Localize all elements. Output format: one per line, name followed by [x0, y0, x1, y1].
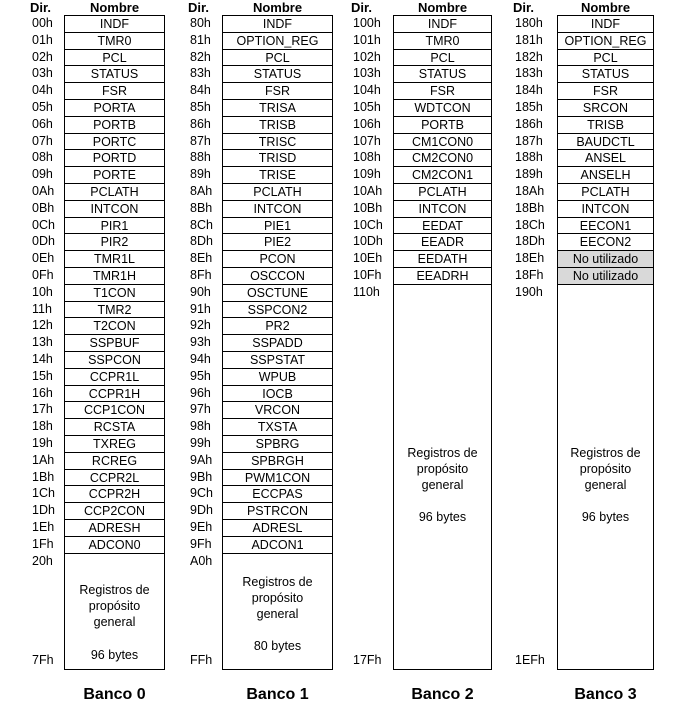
- register-address: 95h: [190, 368, 211, 383]
- register-address: 83h: [190, 66, 211, 81]
- register-cell: OPTION_REG: [558, 33, 653, 50]
- register-address: 186h: [515, 116, 543, 131]
- register-address: 105h: [353, 100, 381, 114]
- register-address: 18Fh: [515, 268, 544, 282]
- register-cell: EEADR: [394, 234, 491, 251]
- register-address: 8Fh: [190, 268, 212, 282]
- register-address: 0Bh: [32, 200, 55, 215]
- register-cell: TXSTA: [223, 419, 332, 436]
- register-address: 82h: [190, 49, 211, 64]
- register-address: 04h: [32, 83, 53, 98]
- register-cell: PORTB: [65, 117, 164, 134]
- register-address: 187h: [515, 133, 543, 148]
- register-cell: T2CON: [65, 318, 164, 335]
- register-cell: FSR: [65, 83, 164, 100]
- register-cell: TXREG: [65, 436, 164, 453]
- nombre-header: Nombre: [252, 0, 303, 15]
- register-cell: PWM1CON: [223, 470, 332, 487]
- bank-1-register-table: [222, 15, 333, 670]
- register-cell: EEDAT: [394, 218, 491, 235]
- register-cell: CM1CON0: [394, 134, 491, 151]
- register-address: 107h: [353, 133, 381, 148]
- register-address: 88h: [190, 150, 211, 165]
- register-address: 14h: [32, 352, 53, 366]
- register-cell: PIE1: [223, 218, 332, 235]
- gp-label-line: Registros de: [570, 446, 641, 460]
- register-cell: TMR0: [394, 33, 491, 50]
- register-address: 9Bh: [190, 469, 213, 484]
- bank-title: Banco 2: [411, 686, 474, 703]
- register-address: 10Fh: [353, 268, 382, 282]
- gp-end-address: 17Fh: [353, 653, 382, 667]
- gp-start-address: 190h: [515, 284, 543, 299]
- gp-label-line: Registros de: [407, 446, 478, 460]
- register-cell: EECON2: [558, 234, 653, 251]
- bank-title: Banco 3: [574, 686, 637, 703]
- register-cell: TMR0: [65, 33, 164, 50]
- register-address: 8Dh: [190, 234, 213, 249]
- gp-end-address: FFh: [190, 653, 213, 667]
- register-cell: WPUB: [223, 369, 332, 386]
- register-cell: SSPBUF: [65, 335, 164, 352]
- bank-2-register-table: [393, 15, 492, 670]
- register-cell: ANSEL: [558, 150, 653, 167]
- register-cell: PCL: [223, 50, 332, 67]
- nombre-header: Nombre: [89, 0, 140, 15]
- register-address: 9Ah: [190, 452, 213, 467]
- register-address: 18Ah: [515, 184, 545, 198]
- register-address: 90h: [190, 284, 211, 299]
- register-cell: SPBRG: [223, 436, 332, 453]
- register-cell: SSPSTAT: [223, 352, 332, 369]
- register-cell: CCPR1H: [65, 386, 164, 403]
- register-cell: TRISB: [558, 117, 653, 134]
- register-cell: PCLATH: [558, 184, 653, 201]
- register-cell: VRCON: [223, 402, 332, 419]
- register-address: 9Ch: [190, 486, 213, 501]
- register-address: 10Dh: [353, 234, 383, 249]
- gp-label-line: propósito: [579, 462, 632, 476]
- gp-label-line: propósito: [416, 462, 469, 476]
- register-address: 189h: [515, 167, 543, 182]
- register-cell: OSCTUNE: [223, 285, 332, 302]
- register-address: 0Ch: [32, 217, 55, 232]
- register-cell: PORTC: [65, 134, 164, 151]
- register-cell: T1CON: [65, 285, 164, 302]
- dir-header: Dir.: [513, 0, 534, 15]
- register-cell: EEDATH: [394, 251, 491, 268]
- register-address: 18h: [32, 419, 53, 434]
- bank-3-register-table: [557, 15, 654, 670]
- register-cell: TRISD: [223, 150, 332, 167]
- nombre-header: Nombre: [417, 0, 468, 15]
- register-cell: No utilizado: [558, 251, 653, 268]
- gp-end-address: 7Fh: [32, 653, 54, 667]
- register-cell: No utilizado: [558, 268, 653, 285]
- register-address: 15h: [32, 368, 53, 383]
- register-cell: SSPCON2: [223, 302, 332, 319]
- register-address: 9Eh: [190, 520, 213, 534]
- gp-start-address: 20h: [32, 553, 53, 568]
- register-address: 10Eh: [353, 251, 383, 266]
- register-cell: SSPADD: [223, 335, 332, 352]
- register-address: 10h: [32, 284, 53, 299]
- register-address: 102h: [353, 49, 381, 64]
- gp-start-address: 110h: [353, 284, 380, 299]
- register-address: 1Fh: [32, 536, 54, 551]
- register-cell: TMR1H: [65, 268, 164, 285]
- register-address: 99h: [190, 436, 211, 450]
- register-cell: INTCON: [394, 201, 491, 218]
- register-address: 16h: [32, 385, 53, 400]
- register-cell: INDF: [223, 16, 332, 33]
- register-cell: CCPR1L: [65, 369, 164, 386]
- register-cell: CM2CON1: [394, 167, 491, 184]
- register-address: 1Ch: [32, 486, 55, 501]
- register-cell: STATUS: [558, 66, 653, 83]
- register-address: 01h: [32, 32, 53, 47]
- gp-bytes-label: 96 bytes: [90, 648, 139, 662]
- register-address: 13h: [32, 335, 53, 350]
- register-cell: INDF: [65, 16, 164, 33]
- register-address: 86h: [190, 116, 211, 131]
- register-address: 1Dh: [32, 503, 55, 518]
- register-address: 109h: [353, 167, 381, 182]
- register-cell: PSTRCON: [223, 503, 332, 520]
- register-address: 183h: [515, 66, 543, 81]
- register-cell: CCP1CON: [65, 402, 164, 419]
- gp-start-address: A0h: [190, 553, 213, 568]
- register-address: 93h: [190, 335, 211, 350]
- register-address: 97h: [190, 402, 211, 417]
- register-address: 185h: [515, 100, 543, 114]
- register-cell: PIR2: [65, 234, 164, 251]
- register-address: 00h: [32, 16, 53, 30]
- register-cell: PCLATH: [65, 184, 164, 201]
- register-cell: STATUS: [65, 66, 164, 83]
- register-cell: RCSTA: [65, 419, 164, 436]
- bank-0-register-table: [64, 15, 165, 670]
- register-cell: TMR2: [65, 302, 164, 319]
- register-address: 08h: [32, 150, 53, 165]
- register-cell: FSR: [223, 83, 332, 100]
- register-cell: PORTA: [65, 100, 164, 117]
- register-address: 1Ah: [32, 452, 55, 467]
- register-cell: OSCCON: [223, 268, 332, 285]
- gp-bytes-label: 96 bytes: [418, 510, 467, 524]
- register-cell: CCPR2H: [65, 486, 164, 503]
- register-cell: PCL: [394, 50, 491, 67]
- register-address: 106h: [353, 116, 381, 131]
- register-cell: SSPCON: [65, 352, 164, 369]
- register-cell: BAUDCTL: [558, 134, 653, 151]
- register-address: 8Ah: [190, 184, 213, 198]
- register-cell: ANSELH: [558, 167, 653, 184]
- register-address: 9Dh: [190, 503, 213, 518]
- register-address: 02h: [32, 49, 53, 64]
- gp-label-line: Registros de: [242, 575, 313, 589]
- register-address: 188h: [515, 150, 543, 165]
- register-cell: PORTE: [65, 167, 164, 184]
- register-address: 1Eh: [32, 520, 55, 534]
- bank-title: Banco 1: [246, 686, 309, 703]
- register-address: 108h: [353, 150, 381, 165]
- register-address: 100h: [353, 16, 381, 30]
- register-cell: EECON1: [558, 218, 653, 235]
- register-cell: INTCON: [65, 201, 164, 218]
- register-cell: PCL: [558, 50, 653, 67]
- register-cell: OPTION_REG: [223, 33, 332, 50]
- register-address: 94h: [190, 352, 211, 366]
- register-cell: PCL: [65, 50, 164, 67]
- register-address: 103h: [353, 66, 381, 81]
- register-address: 98h: [190, 419, 211, 434]
- register-cell: PIR1: [65, 218, 164, 235]
- gp-label-line: Registros de: [79, 583, 150, 597]
- register-address: 8Ch: [190, 217, 213, 232]
- gp-bytes-label: 96 bytes: [581, 510, 630, 524]
- register-address: 19h: [32, 436, 53, 450]
- register-address: 104h: [353, 83, 381, 98]
- register-cell: STATUS: [223, 66, 332, 83]
- register-cell: TRISB: [223, 117, 332, 134]
- gp-label-line: general: [421, 478, 464, 492]
- register-address: 09h: [32, 167, 53, 182]
- register-address: 181h: [515, 32, 543, 47]
- register-address: 11h: [32, 301, 52, 316]
- register-cell: RCREG: [65, 453, 164, 470]
- register-cell: TRISA: [223, 100, 332, 117]
- register-address: 0Dh: [32, 234, 55, 249]
- register-cell: FSR: [558, 83, 653, 100]
- register-cell: PR2: [223, 318, 332, 335]
- register-cell: CCPR2L: [65, 470, 164, 487]
- register-cell: INTCON: [223, 201, 332, 218]
- register-address: 0Eh: [32, 251, 55, 266]
- register-cell: IOCB: [223, 386, 332, 403]
- register-address: 05h: [32, 100, 53, 114]
- gp-label-line: general: [93, 615, 136, 629]
- register-cell: SRCON: [558, 100, 653, 117]
- register-cell: ADRESL: [223, 520, 332, 537]
- register-cell: PIE2: [223, 234, 332, 251]
- register-address: 8Eh: [190, 251, 213, 266]
- register-address: 81h: [190, 32, 211, 47]
- register-cell: PORTB: [394, 117, 491, 134]
- gp-label-line: general: [256, 607, 299, 621]
- register-address: 0Ah: [32, 184, 55, 198]
- bank-title: Banco 0: [83, 686, 146, 703]
- register-cell: INTCON: [558, 201, 653, 218]
- register-address: 12h: [32, 318, 53, 333]
- register-cell: ADRESH: [65, 520, 164, 537]
- gp-label-line: propósito: [88, 599, 141, 613]
- register-cell: PORTD: [65, 150, 164, 167]
- register-cell: PCLATH: [223, 184, 332, 201]
- register-address: 85h: [190, 100, 211, 114]
- gp-end-address: 1EFh: [515, 653, 545, 667]
- register-address: 96h: [190, 385, 211, 400]
- register-cell: ADCON1: [223, 537, 332, 554]
- register-address: 89h: [190, 167, 211, 182]
- register-address: 18Bh: [515, 200, 545, 215]
- register-address: 1Bh: [32, 469, 55, 484]
- register-address: 03h: [32, 66, 53, 81]
- register-cell: EEADRH: [394, 268, 491, 285]
- register-address: 06h: [32, 116, 53, 131]
- register-address: 10Ah: [353, 184, 383, 198]
- register-cell: CCP2CON: [65, 503, 164, 520]
- register-cell: TRISE: [223, 167, 332, 184]
- register-cell: PCLATH: [394, 184, 491, 201]
- nombre-header: Nombre: [580, 0, 631, 15]
- dir-header: Dir.: [351, 0, 372, 15]
- register-cell: ADCON0: [65, 537, 164, 554]
- register-cell: INDF: [558, 16, 653, 33]
- register-address: 07h: [32, 133, 53, 148]
- register-address: 10Ch: [353, 217, 383, 232]
- register-address: 84h: [190, 83, 211, 98]
- register-address: 184h: [515, 83, 543, 98]
- register-cell: STATUS: [394, 66, 491, 83]
- register-cell: INDF: [394, 16, 491, 33]
- register-address: 0Fh: [32, 268, 54, 282]
- register-address: 92h: [190, 318, 211, 333]
- register-address: 17h: [32, 402, 53, 417]
- register-cell: FSR: [394, 83, 491, 100]
- register-address: 18Eh: [515, 251, 545, 266]
- register-cell: ECCPAS: [223, 486, 332, 503]
- register-cell: SPBRGH: [223, 453, 332, 470]
- register-cell: TRISC: [223, 134, 332, 151]
- gp-label-line: general: [584, 478, 627, 492]
- register-address: 18Dh: [515, 234, 545, 249]
- register-address: 182h: [515, 49, 543, 64]
- dir-header: Dir.: [30, 0, 51, 15]
- register-address: 10Bh: [353, 200, 383, 215]
- gp-bytes-label: 80 bytes: [253, 639, 302, 653]
- register-cell: WDTCON: [394, 100, 491, 117]
- dir-header: Dir.: [188, 0, 209, 15]
- register-address: 80h: [190, 16, 211, 30]
- register-address: 91h: [190, 301, 211, 316]
- gp-label-line: propósito: [251, 591, 304, 605]
- register-address: 87h: [190, 133, 211, 148]
- register-address: 8Bh: [190, 200, 213, 215]
- register-cell: CM2CON0: [394, 150, 491, 167]
- register-address: 101h: [353, 32, 381, 47]
- register-address: 9Fh: [190, 536, 212, 551]
- register-address: 18Ch: [515, 217, 545, 232]
- register-cell: TMR1L: [65, 251, 164, 268]
- register-cell: PCON: [223, 251, 332, 268]
- register-address: 180h: [515, 16, 543, 30]
